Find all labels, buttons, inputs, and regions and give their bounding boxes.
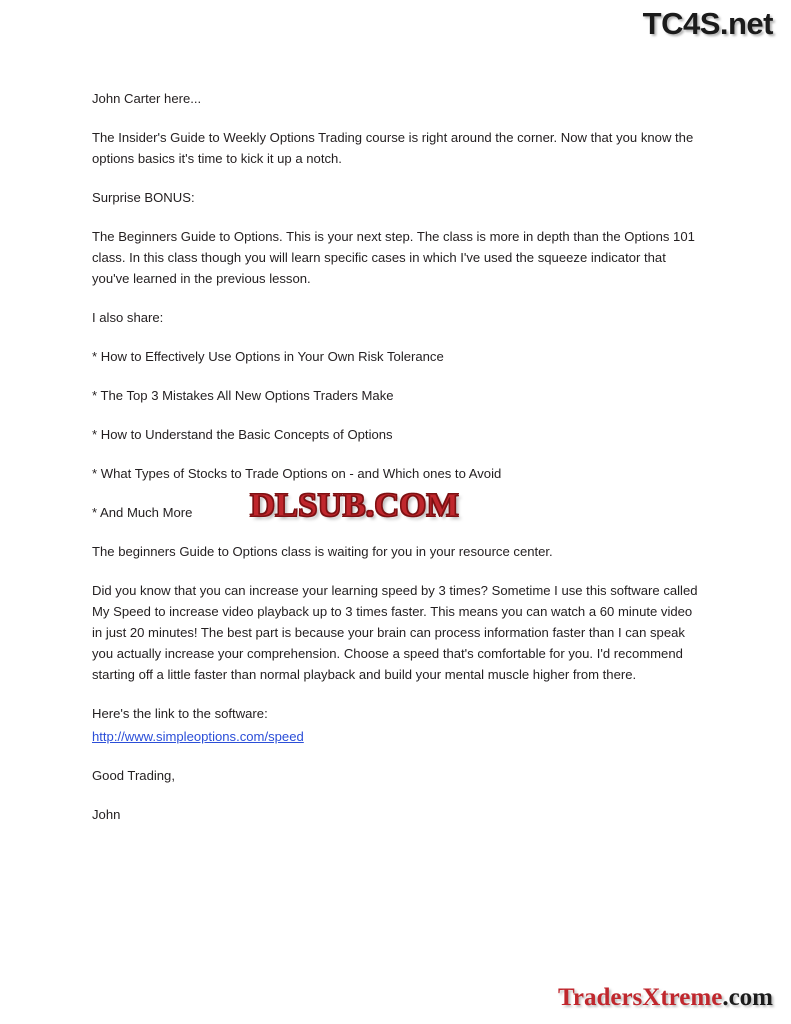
top-watermark-tc4s: TC4S.net — [642, 6, 773, 41]
letter-body — [92, 88, 700, 843]
link-intro-line: Here's the link to the software: — [92, 706, 268, 721]
signoff-line: Good Trading, — [92, 768, 175, 783]
software-link[interactable]: http://www.simpleoptions.com/speed — [92, 729, 304, 744]
waiting-line: The beginners Guide to Options class is waiting for you in your resource center. — [92, 544, 553, 559]
bottom-watermark-tradersxtreme — [558, 984, 773, 1012]
greeting-line: John Carter here... — [92, 91, 202, 106]
share-intro-line: I also share: — [92, 310, 164, 325]
list-item: * And Much More — [92, 505, 193, 520]
center-stamp-watermark: DLSUB.COM — [249, 487, 460, 524]
list-item: * How to Effectively Use Options in Your Own Risk Tolerance — [92, 349, 444, 364]
software-link-wrapper — [92, 726, 700, 747]
bottom-watermark-tld: .com — [722, 984, 773, 1011]
signature-line: John — [92, 807, 121, 822]
list-item: * The Top 3 Mistakes All New Options Traders Make — [92, 388, 394, 403]
list-item: * How to Understand the Basic Concepts of Options — [92, 427, 393, 442]
bonus-heading: Surprise BONUS: — [92, 190, 195, 205]
bonus-paragraph: The Beginners Guide to Options. This is your next step. The class is more in depth than the Options 101 class. In this class though you will learn specific cases in which I've used the squeeze indicator that you've learned in the previous lesson. — [92, 229, 695, 286]
speed-paragraph: Did you know that you can increase your learning speed by 3 times? Sometime I use this software called My Speed to increase video playback up to 3 times faster. This means you can watch a 60 minute video in just 20 minutes! The best part is because your brain can process information faster than I can speak you actually increase your comprehension. Choose a speed that's comfortable for you. I'd recommend starting off a little faster than normal playback and build your mental muscle higher from there. — [92, 583, 698, 682]
bottom-watermark-name: TradersXtreme — [558, 984, 723, 1011]
intro-paragraph: The Insider's Guide to Weekly Options Trading course is right around the corner. Now that you know the options basics it's time to kick it up a notch. — [92, 130, 694, 166]
list-item: * What Types of Stocks to Trade Options on - and Which ones to Avoid — [92, 466, 502, 481]
